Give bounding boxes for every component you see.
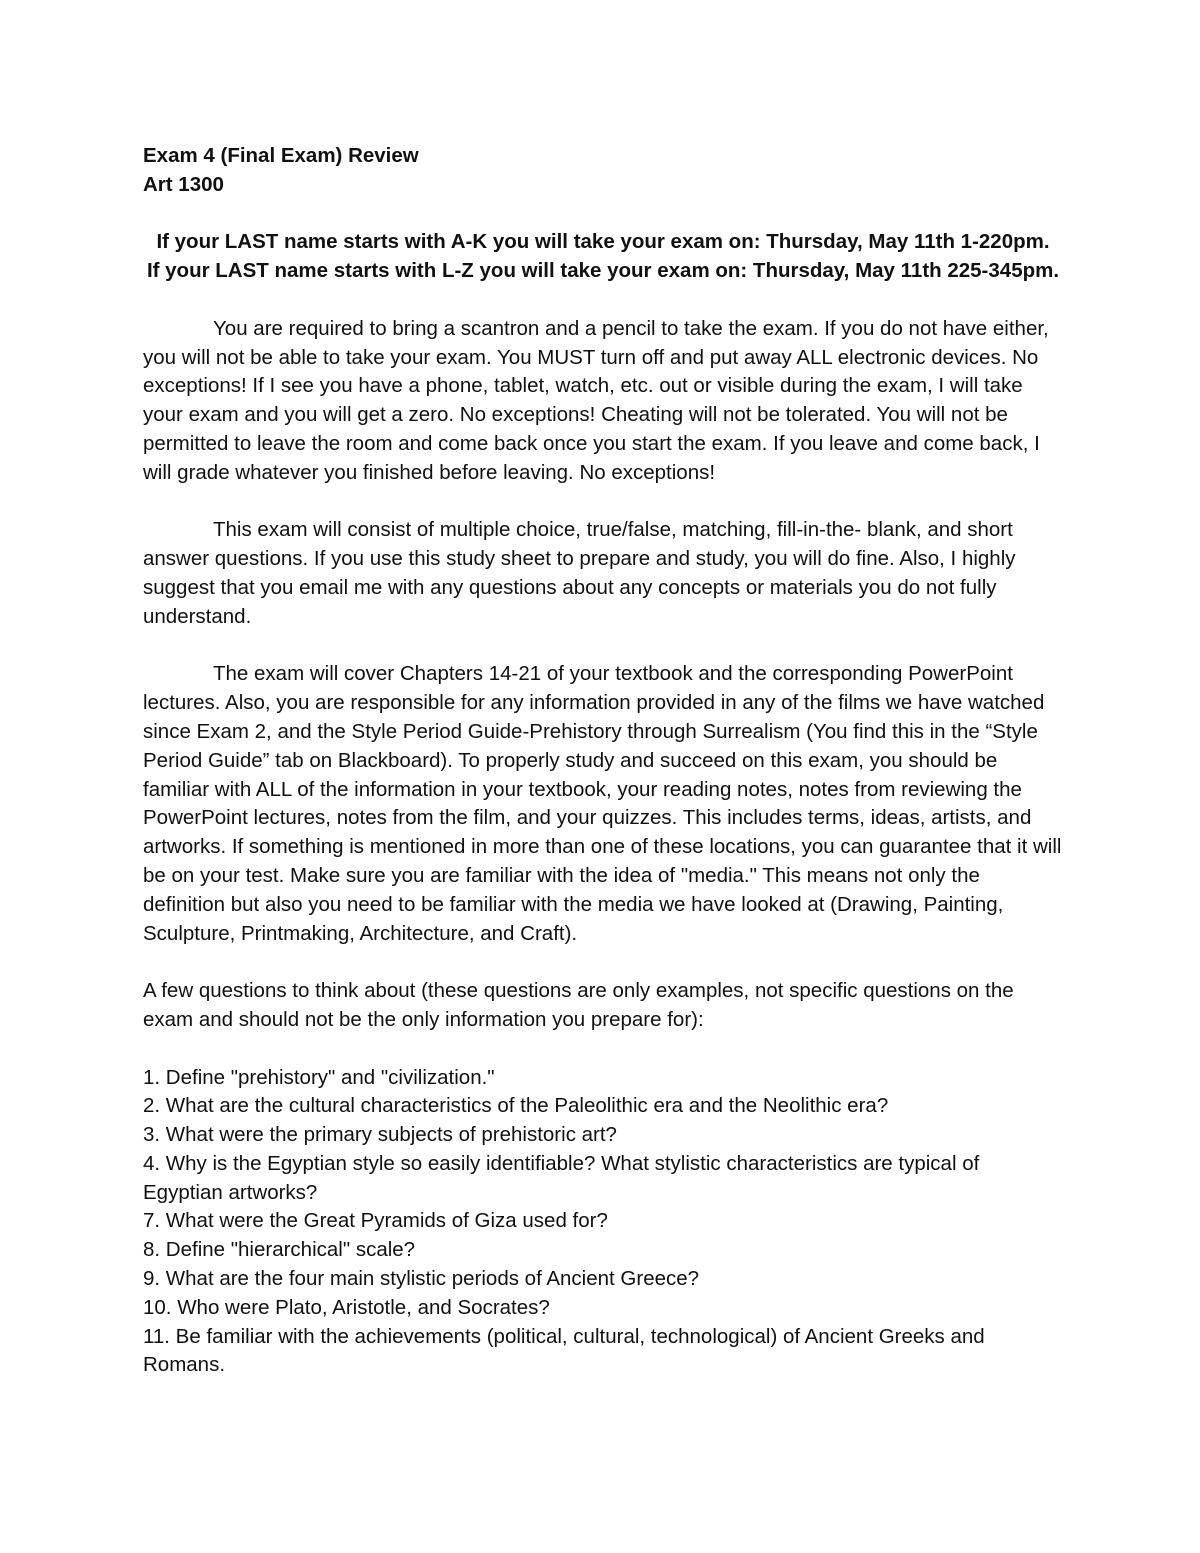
list-item: 8. Define "hierarchical" scale? [143, 1238, 416, 1262]
paragraph-exam-format: This exam will consist of multiple choice, true/false, matching, fill-in-the- blank, and short answer questions. If you use this study sheet to prepare and study, you will do fine. Also, I highly suggest that you email me with any questions about any concepts or materials you do not fully understand. [143, 518, 1016, 628]
paragraph-exam-coverage: The exam will cover Chapters 14-21 of your textbook and the corresponding PowerPoint lectures. Also, you are responsible for any information provided in any of the films we have watched since Exam 2, and the Style Period Guide-Prehistory through Surrealism (You find this in the “Style Period Guide” tab on Blackboard). To properly study and succeed on this exam, you should be familiar with ALL of the information in your textbook, your reading notes, notes from reviewing the PowerPoint lectures, notes from the film, and your quizzes. This includes terms, ideas, artists, and artworks. If something is mentioned in more than one of these locations, you can guarantee that it will be on your test. Make sure you are familiar with the idea of "media." This means not only the definition but also you need to be familiar with the media we have looked at (Drawing, Painting, Sculpture, Printmaking, Architecture, and Craft). [143, 662, 1062, 945]
document-body [143, 142, 1063, 1380]
schedule-a-k: If your LAST name starts with A-K you will take your exam on: Thursday, May 11th 1-220pm. [156, 230, 1050, 254]
course-name: Art 1300 [143, 172, 224, 196]
list-item: 4. Why is the Egyptian style so easily identifiable? What stylistic characteristics are typical of Egyptian artworks? [143, 1151, 980, 1204]
exam-schedule [143, 228, 1063, 286]
list-item: 7. What were the Great Pyramids of Giza used for? [143, 1209, 608, 1233]
questions-intro: A few questions to think about (these questions are only examples, not specific questions on the exam and should not be the only information you prepare for): [143, 979, 1014, 1031]
list-item: 9. What are the four main stylistic periods of Ancient Greece? [143, 1267, 700, 1291]
list-item: 3. What were the primary subjects of prehistoric art? [143, 1123, 617, 1147]
list-item: 1. Define "prehistory" and "civilization." [143, 1065, 495, 1089]
list-item: 10. Who were Plato, Aristotle, and Socrates? [143, 1295, 550, 1319]
list-item: 2. What are the cultural characteristics of the Paleolithic era and the Neolithic era? [143, 1094, 889, 1118]
list-item: 11. Be familiar with the achievements (political, cultural, technological) of Ancient Greeks and Romans. [143, 1324, 985, 1377]
document-title: Exam 4 (Final Exam) Review [143, 144, 419, 167]
paragraph-exam-rules: You are required to bring a scantron and a pencil to take the exam. If you do not have either, you will not be able to take your exam. You MUST turn off and put away ALL electronic devices. No exceptions! If I see you have a phone, tablet, watch, etc. out or visible during the exam, I will take your exam and you will get a zero. No exceptions! Cheating will not be tolerated. You will not be permitted to leave the room and come back once you start the exam. If you leave and come back, I will grade whatever you finished before leaving. No exceptions! [143, 316, 1049, 484]
schedule-l-z: If your LAST name starts with L-Z you will take your exam on: Thursday, May 11th 225-345pm. [146, 259, 1060, 283]
title-block [143, 142, 1063, 200]
question-list [143, 1064, 1063, 1381]
